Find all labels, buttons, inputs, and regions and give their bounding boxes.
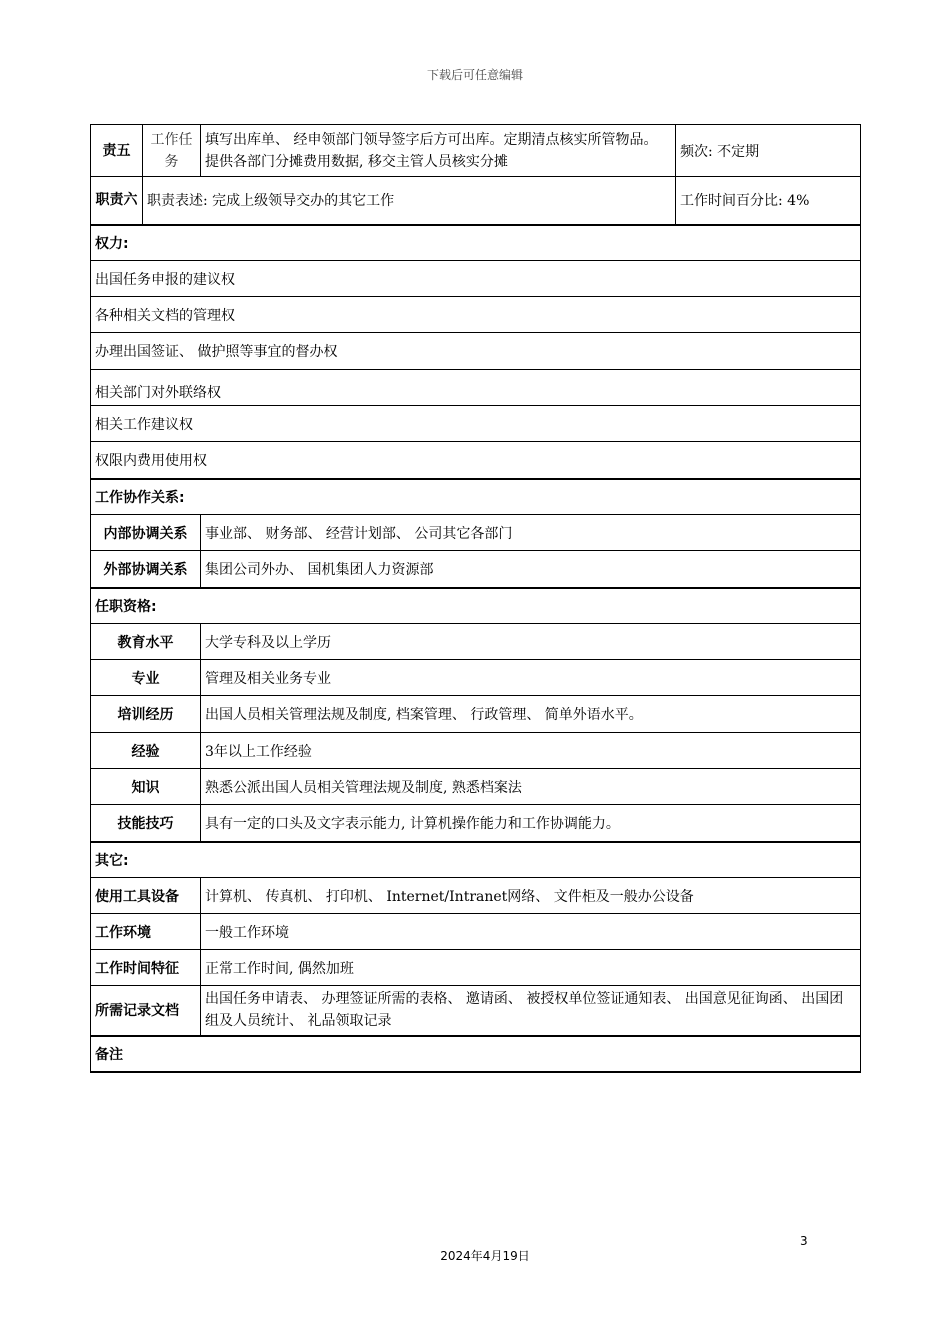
other-value-hours: 正常工作时间, 偶然加班 (201, 950, 861, 986)
other-label-tools: 使用工具设备 (91, 878, 201, 914)
authority-item-1: 出国任务申报的建议权 (91, 261, 861, 297)
other-label-documents: 所需记录文档 (91, 986, 201, 1036)
qualification-row (91, 696, 861, 733)
duty6-row (91, 177, 861, 225)
other-label-environment: 工作环境 (91, 914, 201, 950)
qualification-header-row (91, 588, 861, 624)
qualification-row (91, 660, 861, 696)
other-value-tools: 计算机、 传真机、 打印机、 Internet/Intranet网络、 文件柜及一般办公设备 (201, 878, 861, 914)
other-value-documents: 出国任务申请表、 办理签证所需的表格、 邀请函、 被授权单位签证通知表、 出国意见征询函、 出国团组及人员统计、 礼品领取记录 (201, 986, 861, 1036)
duty5-row (91, 125, 861, 177)
qualification-value-experience: 3年以上工作经验 (201, 733, 861, 769)
footer-date: 2024年4月19日 (440, 1249, 530, 1263)
other-value-environment: 一般工作环境 (201, 914, 861, 950)
authority-item (91, 370, 861, 406)
authority-item (91, 297, 861, 333)
other-title: 其它: (91, 842, 861, 878)
qualification-value-skills: 具有一定的口头及文字表示能力, 计算机操作能力和工作协调能力。 (201, 805, 861, 842)
duty5-label: 责五 (91, 125, 143, 177)
qualification-label-skills: 技能技巧 (91, 805, 201, 842)
cooperation-header-row (91, 479, 861, 515)
qualification-value-training: 出国人员相关管理法规及制度, 档案管理、 行政管理、 简单外语水平。 (201, 696, 861, 733)
job-description-table (90, 124, 861, 1073)
other-header-row (91, 842, 861, 878)
qualification-value-major: 管理及相关业务专业 (201, 660, 861, 696)
duty6-content: 职责表述: 完成上级领导交办的其它工作 (143, 177, 676, 225)
qualification-row (91, 805, 861, 842)
duty5-task-label: 工作任务 (143, 125, 201, 177)
other-row (91, 878, 861, 914)
authority-title: 权力: (91, 225, 861, 261)
qualification-row (91, 733, 861, 769)
cooperation-row (91, 515, 861, 551)
authority-item-3: 办理出国签证、 做护照等事宜的督办权 (91, 333, 861, 370)
qualification-label-experience: 经验 (91, 733, 201, 769)
qualification-row (91, 769, 861, 805)
qualification-value-knowledge: 熟悉公派出国人员相关管理法规及制度, 熟悉档案法 (201, 769, 861, 805)
authority-item-6: 权限内费用使用权 (91, 442, 861, 479)
cooperation-row (91, 551, 861, 588)
duty6-percent: 工作时间百分比: 4% (676, 177, 861, 225)
authority-item (91, 406, 861, 442)
qualification-title: 任职资格: (91, 588, 861, 624)
page-number: 3 (800, 1234, 808, 1248)
cooperation-label-internal: 内部协调关系 (91, 515, 201, 551)
qualification-row (91, 624, 861, 660)
other-row (91, 914, 861, 950)
other-label-hours: 工作时间特征 (91, 950, 201, 986)
authority-item-2: 各种相关文档的管理权 (91, 297, 861, 333)
other-row (91, 986, 861, 1036)
qualification-label-knowledge: 知识 (91, 769, 201, 805)
qualification-value-education: 大学专科及以上学历 (201, 624, 861, 660)
cooperation-label-external: 外部协调关系 (91, 551, 201, 588)
cooperation-title: 工作协作关系: (91, 479, 861, 515)
qualification-label-education: 教育水平 (91, 624, 201, 660)
other-row (91, 950, 861, 986)
cooperation-value-external: 集团公司外办、 国机集团人力资源部 (201, 551, 861, 588)
duty5-content: 填写出库单、 经申领部门领导签字后方可出库。定期清点核实所管物品。提供各部门分摊费用数据, 移交主管人员核实分摊 (201, 125, 676, 177)
header-note: 下载后可任意编辑 (426, 68, 523, 82)
cooperation-value-internal: 事业部、 财务部、 经营计划部、 公司其它各部门 (201, 515, 861, 551)
qualification-label-training: 培训经历 (91, 696, 201, 733)
remarks-row (91, 1036, 861, 1072)
authority-item (91, 333, 861, 370)
qualification-label-major: 专业 (91, 660, 201, 696)
duty5-frequency: 频次: 不定期 (676, 125, 861, 177)
authority-item (91, 261, 861, 297)
remarks-title: 备注 (91, 1036, 861, 1072)
duty6-label: 职责六 (91, 177, 143, 225)
authority-header-row (91, 225, 861, 261)
authority-item-5: 相关工作建议权 (91, 406, 861, 442)
authority-item (91, 442, 861, 479)
authority-item-4: 相关部门对外联络权 (91, 370, 861, 406)
